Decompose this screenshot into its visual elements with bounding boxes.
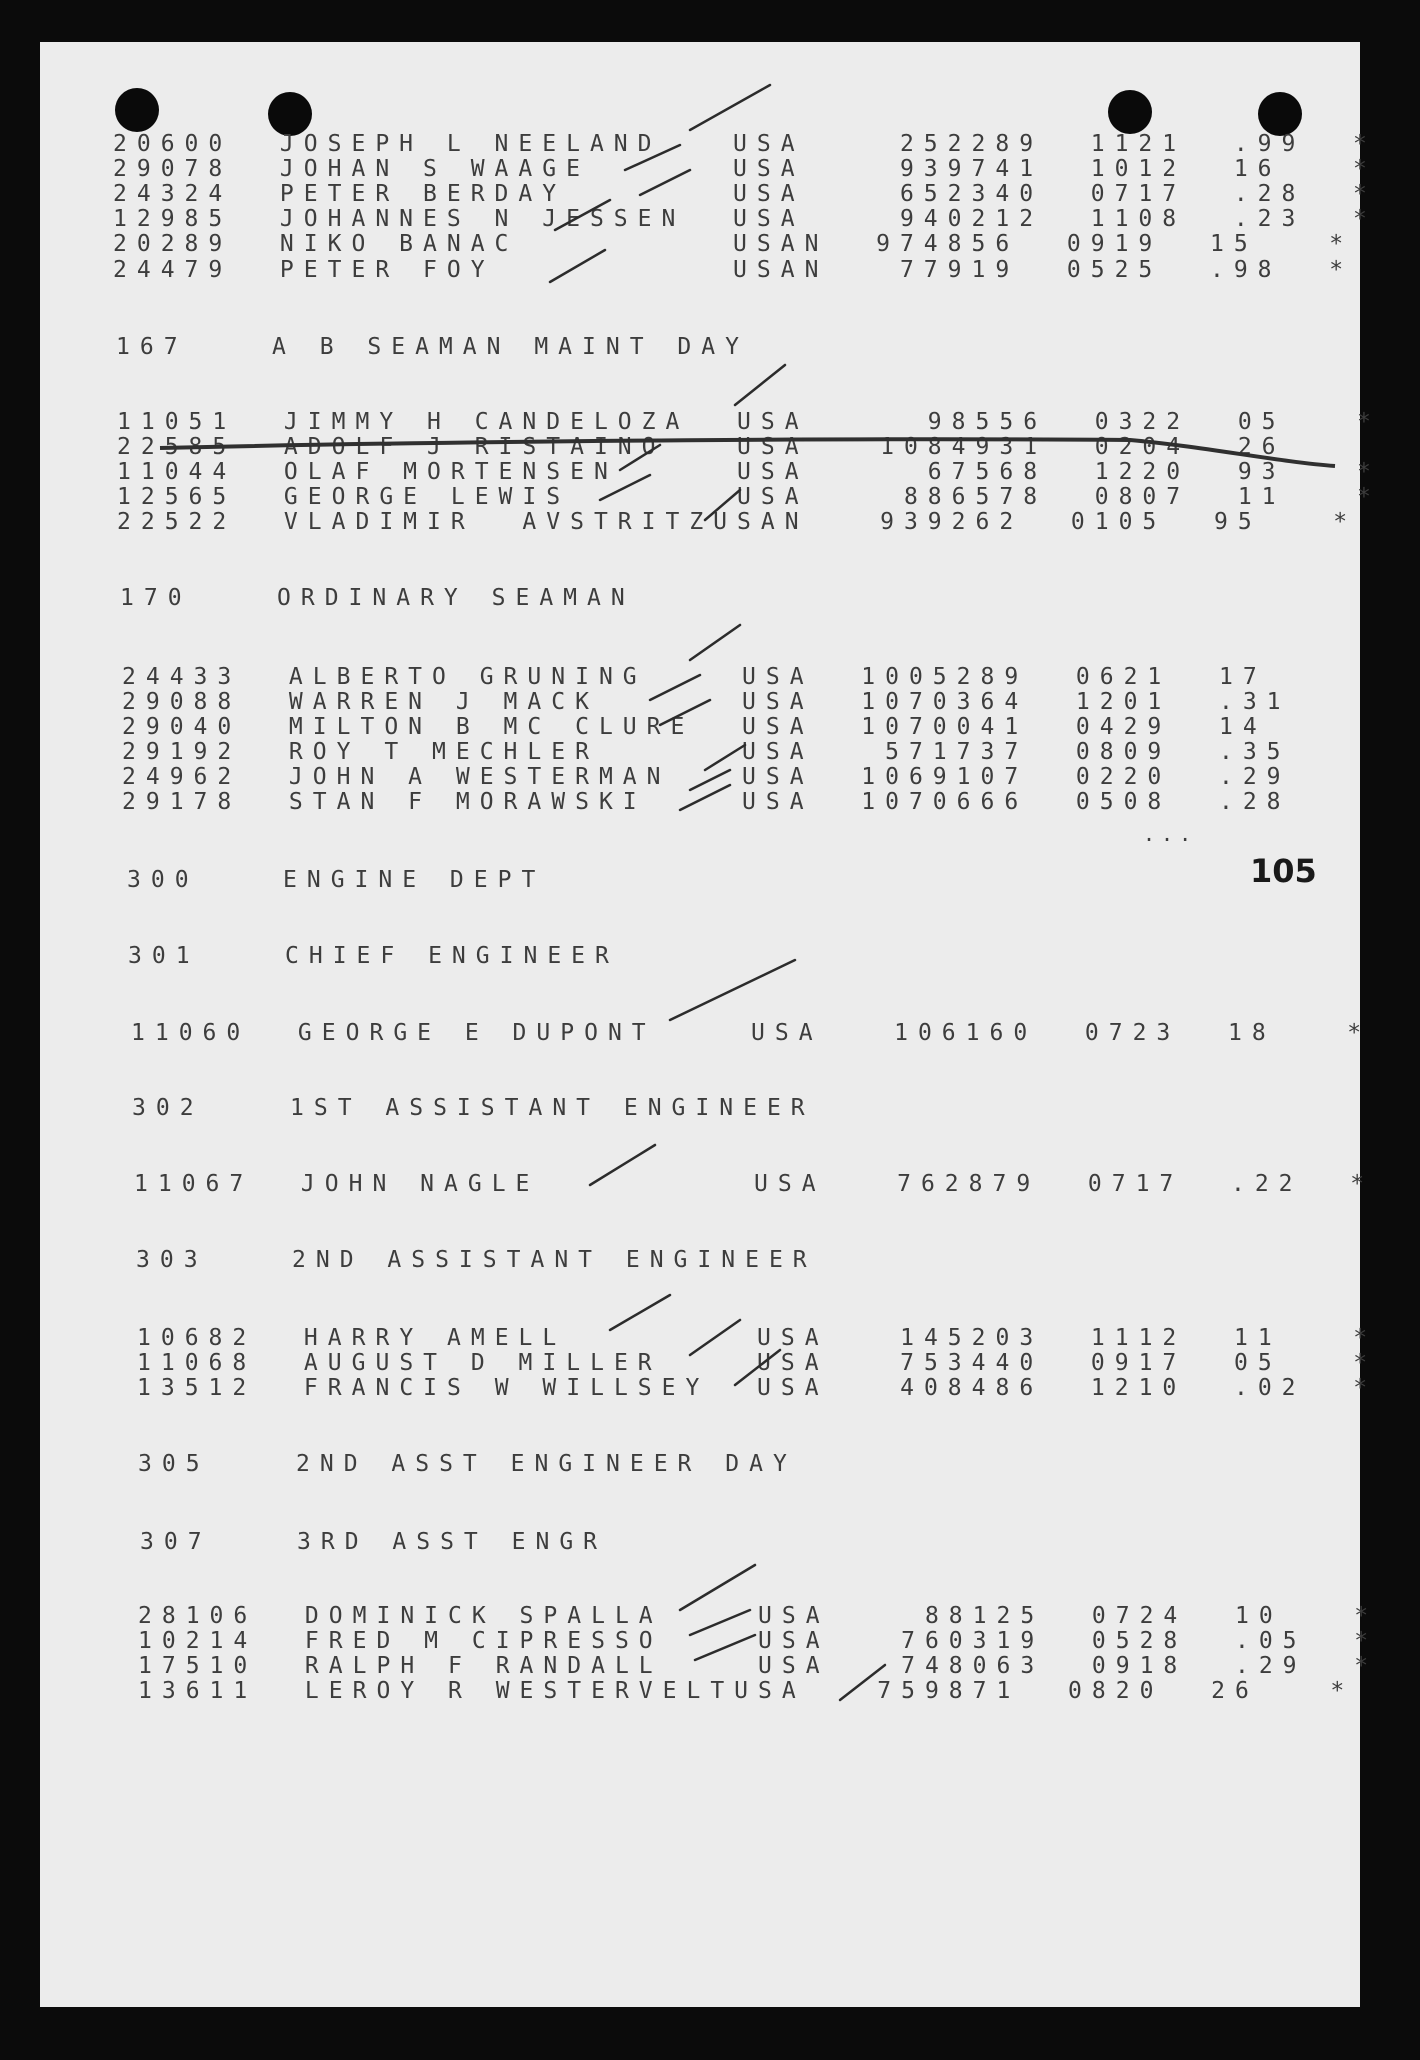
section-code: 170: [120, 585, 192, 611]
table-row: 24962 JOHN A WESTERMAN USA 1069107 0220 .29: [122, 764, 1291, 790]
table-row: 29192 ROY T MECHLER USA 571737 0809 .35: [122, 739, 1291, 765]
table-row: 12565 GEORGE LEWIS USA 886578 0807 11 *: [117, 484, 1381, 510]
table-row: 13512 FRANCIS W WILLSEY USA 408486 1210 .02 *: [137, 1375, 1378, 1401]
section-code: 305: [138, 1451, 210, 1477]
section-code: 303: [136, 1247, 208, 1273]
table-row: 11067 JOHN NAGLE USA 762879 0717 .22 *: [134, 1171, 1375, 1197]
table-row: 11068 AUGUST D MILLER USA 753440 0917 05 *: [137, 1350, 1378, 1376]
table-row: 29088 WARREN J MACK USA 1070364 1201 .31: [122, 689, 1291, 715]
section-code: 302: [132, 1095, 204, 1121]
table-row: 29040 MILTON B MC CLURE USA 1070041 0429 14: [122, 714, 1267, 740]
table-row: 11044 OLAF MORTENSEN USA 67568 1220 93 *: [117, 459, 1381, 485]
table-row: 11051 JIMMY H CANDELOZA USA 98556 0322 05 *: [117, 409, 1381, 435]
table-row: 10214 FRED M CIPRESSO USA 760319 0528 .05 *: [138, 1628, 1379, 1654]
table-row: 24433 ALBERTO GRUNING USA 1005289 0621 17: [122, 664, 1267, 690]
punch-hole: [1108, 90, 1152, 134]
section-title: 1ST ASSISTANT ENGINEER: [290, 1095, 815, 1121]
section-title: 2ND ASSISTANT ENGINEER: [292, 1247, 817, 1273]
section-title: 2ND ASST ENGINEER DAY: [296, 1451, 797, 1477]
punch-hole: [1258, 92, 1302, 136]
section-title: ORDINARY SEAMAN: [277, 585, 635, 611]
table-row: 22585 ADOLF J RISTAINO USA 1084931 0204 26: [117, 434, 1286, 460]
page-number: 105: [1250, 852, 1317, 890]
table-row: 29078 JOHAN S WAAGE USA 939741 1012 16 *: [113, 156, 1377, 182]
table-row: 20600 JOSEPH L NEELAND USA 252289 1121 .99 *: [113, 131, 1377, 157]
section-code: 167: [116, 334, 188, 360]
punch-hole: [115, 88, 159, 132]
table-row: 22522 VLADIMIR AVSTRITZUSAN 939262 0105 95 *: [117, 509, 1358, 535]
section-code: 301: [128, 943, 200, 969]
section-title: ENGINE DEPT: [283, 867, 546, 893]
table-row: 11060 GEORGE E DUPONT USA 106160 0723 18 *: [131, 1020, 1372, 1046]
section-code: 307: [140, 1529, 212, 1555]
section-code: 300: [127, 867, 199, 893]
section-title: CHIEF ENGINEER: [285, 943, 619, 969]
table-row: 13611 LEROY R WESTERVELTUSA 759871 0820 26 *: [138, 1678, 1355, 1704]
table-row: 29178 STAN F MORAWSKI USA 1070666 0508 .28: [122, 789, 1291, 815]
table-row: 24479 PETER FOY USAN 77919 0525 .98 *: [113, 257, 1354, 283]
table-row: 12985 JOHANNES N JESSEN USA 940212 1108 .23 *: [113, 206, 1377, 232]
section-title: 3RD ASST ENGR: [297, 1529, 608, 1555]
table-row: 10682 HARRY AMELL USA 145203 1112 11 *: [137, 1325, 1378, 1351]
punch-hole: [268, 92, 312, 136]
ellipsis-mark: ...: [1143, 822, 1198, 846]
section-title: A B SEAMAN MAINT DAY: [272, 334, 749, 360]
table-row: 28106 DOMINICK SPALLA USA 88125 0724 10 *: [138, 1603, 1379, 1629]
table-row: 17510 RALPH F RANDALL USA 748063 0918 .29 *: [138, 1653, 1379, 1679]
table-row: 20289 NIKO BANAC USAN 974856 0919 15 *: [113, 231, 1354, 257]
table-row: 24324 PETER BERDAY USA 652340 0717 .28 *: [113, 181, 1377, 207]
